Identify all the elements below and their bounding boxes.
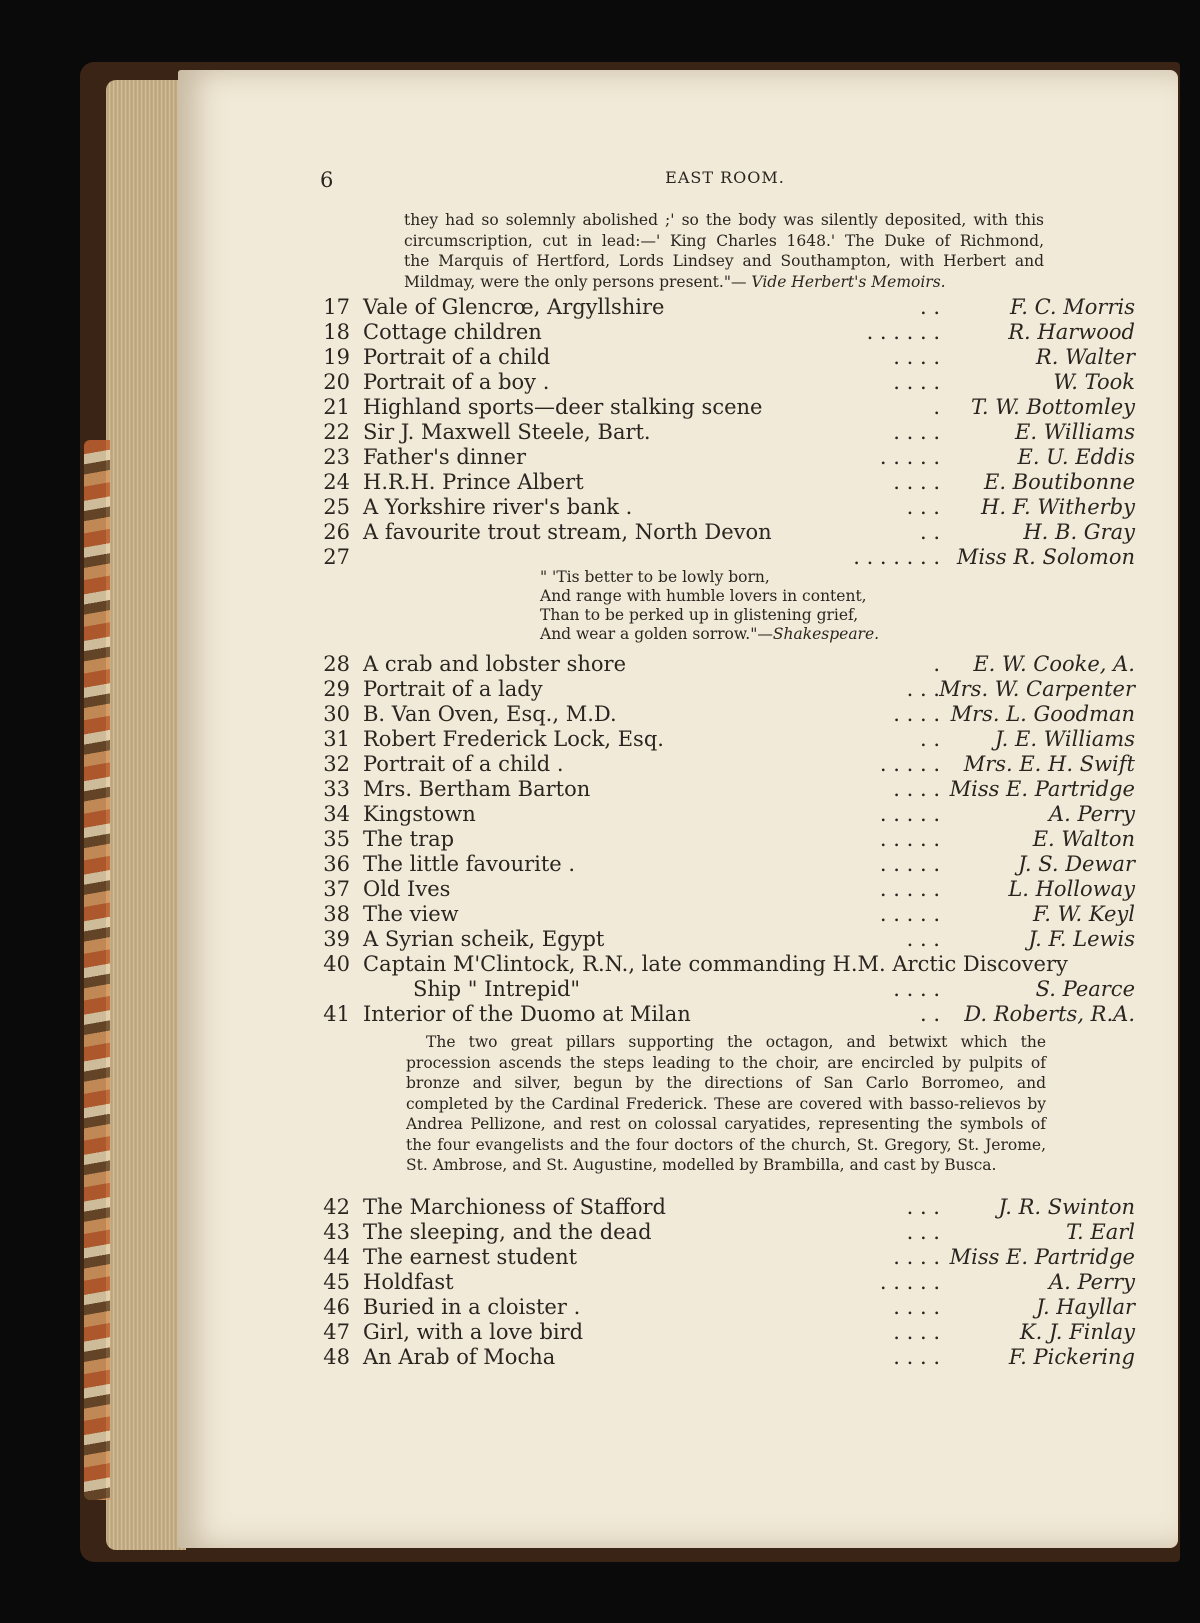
entry-number: 47 xyxy=(323,1320,350,1344)
entry-title: A Syrian scheik, Egypt xyxy=(363,927,605,951)
catalogue-entry xyxy=(320,1320,1135,1345)
entry-number: 38 xyxy=(323,902,350,926)
leader-dots: . xyxy=(933,395,940,419)
leader-dots: . . xyxy=(919,520,940,544)
catalogue-entry xyxy=(320,520,1135,545)
leader-dots: . . . . . xyxy=(879,1270,940,1294)
catalogue-entry xyxy=(320,827,1135,852)
leader-dots: . . . . . xyxy=(879,445,940,469)
entry-number: 31 xyxy=(323,727,350,751)
entry-number: 34 xyxy=(323,802,350,826)
entry-number: 41 xyxy=(323,1002,350,1026)
entry-artist: T. Earl xyxy=(1066,1220,1135,1244)
entry-number: 36 xyxy=(323,852,350,876)
entry-title: Captain M'Clintock, R.N., late commanding H.M. Arctic Discovery xyxy=(363,952,1068,976)
leader-dots: . . . . xyxy=(893,977,940,1001)
top-note-line: the Marquis of Hertford, Lords Lindsey and Southampton, with Herbert and xyxy=(404,252,1044,270)
entry-artist: R. Harwood xyxy=(1008,320,1135,344)
entry-artist: Miss R. Solomon xyxy=(956,545,1135,569)
catalogue-entry xyxy=(320,752,1135,777)
entry-artist: D. Roberts, R.A. xyxy=(964,1002,1135,1026)
entry-title: A crab and lobster shore xyxy=(363,652,627,676)
top-note-line: they had so solemnly abolished ;' so the body was silently deposited, with this xyxy=(404,211,1044,229)
catalogue-entry xyxy=(320,1245,1135,1270)
entry-number: 40 xyxy=(323,952,350,976)
entry-artist: Miss E. Partridge xyxy=(949,1245,1135,1269)
entry-title: Interior of the Duomo at Milan xyxy=(363,1002,691,1026)
catalogue-entry xyxy=(320,952,1135,977)
leader-dots: . . xyxy=(919,1002,940,1026)
entry-title: Holdfast xyxy=(363,1270,454,1294)
entry-list-a xyxy=(320,295,1135,570)
entry-title: Robert Frederick Lock, Esq. xyxy=(363,727,664,751)
entry-number: 24 xyxy=(323,470,350,494)
entry-number: 29 xyxy=(323,677,350,701)
leader-dots: . . . xyxy=(906,495,940,519)
leader-dots: . . . . . xyxy=(879,877,940,901)
entry-number: 35 xyxy=(323,827,350,851)
leader-dots: . . . xyxy=(906,927,940,951)
entry-list-c xyxy=(320,1195,1135,1370)
leader-dots: . . . . xyxy=(893,345,940,369)
leader-dots: . . . . . xyxy=(879,852,940,876)
entry-title: A Yorkshire river's bank . xyxy=(363,495,633,519)
quote-line xyxy=(540,625,879,644)
entry-title: The sleeping, and the dead xyxy=(363,1220,652,1244)
catalogue-entry xyxy=(320,1345,1135,1370)
entry-artist: Mrs. W. Carpenter xyxy=(939,677,1135,701)
entry-artist: J. F. Lewis xyxy=(1028,927,1135,951)
entry-artist: J. S. Dewar xyxy=(1018,852,1135,876)
entry-number: 20 xyxy=(323,370,350,394)
entry-title: Portrait of a child xyxy=(363,345,551,369)
catalogue-entry xyxy=(320,702,1135,727)
entry-number: 25 xyxy=(323,495,350,519)
catalogue-entry-continuation xyxy=(320,977,1135,1002)
entry-number: 28 xyxy=(323,652,350,676)
duomo-note: The two great pillars supporting the octagon, and betwixt which the procession ascends the steps leading to the choir, are encircled by pulpits of bronze and silver, begun by the directions of San Carlo Borromeo, and completed by the Cardinal Frederick. These are covered with basso-relievos by Andrea Pellizone, and rest on colossal caryatides, representing the symbols of the four evangelists and the four doctors of the church, St. Gregory, St. Jerome, St. Ambrose, and St. Augustine, modelled by Brambilla, and cast by Busca. xyxy=(406,1033,1046,1174)
entry-list-b xyxy=(320,652,1135,952)
catalogue-entry xyxy=(320,295,1135,320)
entry-artist: F. C. Morris xyxy=(1009,295,1135,319)
page xyxy=(178,70,1178,1548)
entry-number: 18 xyxy=(323,320,350,344)
quote-line: And range with humble lovers in content, xyxy=(540,587,867,605)
entry-title: Portrait of a child . xyxy=(363,752,564,776)
entry-artist: F. W. Keyl xyxy=(1032,902,1135,926)
entry-number: 26 xyxy=(323,520,350,544)
entry-artist: S. Pearce xyxy=(1035,977,1135,1001)
entry-artist: Mrs. E. H. Swift xyxy=(963,752,1135,776)
leader-dots: . . . . . xyxy=(879,752,940,776)
page-number: 6 xyxy=(320,168,334,192)
top-note-citation: Vide Herbert's Memoirs. xyxy=(751,272,946,291)
entry-number: 48 xyxy=(323,1345,350,1369)
entry-title: The trap xyxy=(363,827,455,851)
catalogue-entry xyxy=(320,877,1135,902)
page-header xyxy=(320,168,1130,198)
catalogue-entry xyxy=(320,320,1135,345)
leader-dots: . . . xyxy=(906,1195,940,1219)
catalogue-entry xyxy=(320,420,1135,445)
shakespeare-quote xyxy=(540,568,879,644)
catalogue-entry xyxy=(320,495,1135,520)
quote-line: Than to be perked up in glistening grief, xyxy=(540,606,859,624)
entry-artist: F. Pickering xyxy=(1008,1345,1135,1369)
catalogue-entry xyxy=(320,902,1135,927)
leader-dots: . . . . . . . xyxy=(853,545,940,569)
quote-author: Shakespeare. xyxy=(772,625,880,643)
catalogue-entry xyxy=(320,545,1135,570)
entry-title: An Arab of Mocha xyxy=(363,1345,556,1369)
entry-title: Old Ives xyxy=(363,877,451,901)
entry-number: 22 xyxy=(323,420,350,444)
entry-number: 27 xyxy=(323,545,350,569)
marbled-edge xyxy=(84,440,110,1500)
entry-number: 21 xyxy=(323,395,350,419)
leader-dots: . . . . xyxy=(893,1245,940,1269)
entry-title: Girl, with a love bird xyxy=(363,1320,584,1344)
top-note-line: circumscription, cut in lead:—' King Charles 1648.' The Duke of Richmond, xyxy=(404,231,1044,250)
leader-dots: . . . . xyxy=(893,370,940,394)
entry-number: 32 xyxy=(323,752,350,776)
entry-title: Vale of Glencrœ, Argyllshire xyxy=(363,295,665,319)
entry-artist: H. B. Gray xyxy=(1023,520,1135,544)
entry-title-continued: Ship " Intrepid" xyxy=(413,977,581,1001)
entry-number: 42 xyxy=(323,1195,350,1219)
entry-artist: E. Walton xyxy=(1032,827,1135,851)
catalogue-entry xyxy=(320,777,1135,802)
entry-title: Portrait of a lady xyxy=(363,677,543,701)
leader-dots: . . xyxy=(919,727,940,751)
entry-artist: Mrs. L. Goodman xyxy=(950,702,1135,726)
entry-artist: R. Walter xyxy=(1035,345,1135,369)
entry-artist: T. W. Bottomley xyxy=(970,395,1135,419)
leader-dots: . . . . . xyxy=(879,902,940,926)
entry-artist: K. J. Finlay xyxy=(1019,1320,1135,1344)
top-note xyxy=(404,210,1044,292)
entry-title: The Marchioness of Stafford xyxy=(363,1195,667,1219)
entry-number: 43 xyxy=(323,1220,350,1244)
entry-artist: E. Boutibonne xyxy=(984,470,1135,494)
catalogue-entry xyxy=(320,802,1135,827)
entry-41 xyxy=(320,1002,1135,1027)
leader-dots: . . . xyxy=(906,677,940,701)
page-edges xyxy=(106,80,186,1550)
entry-number: 17 xyxy=(323,295,350,319)
catalogue-entry xyxy=(320,1002,1135,1027)
catalogue-entry xyxy=(320,1270,1135,1295)
leader-dots: . . . . . . xyxy=(866,320,940,344)
entry-title: H.R.H. Prince Albert xyxy=(363,470,584,494)
entry-title: Mrs. Bertham Barton xyxy=(363,777,591,801)
entry-artist: E. U. Eddis xyxy=(1017,445,1135,469)
entry-number: 30 xyxy=(323,702,350,726)
entry-artist: A. Perry xyxy=(1048,802,1135,826)
entry-title: The earnest student xyxy=(363,1245,578,1269)
entry-artist: E. Williams xyxy=(1015,420,1135,444)
entry-title: Highland sports—deer stalking scene xyxy=(363,395,763,419)
entry-number: 39 xyxy=(323,927,350,951)
entry-title: Sir J. Maxwell Steele, Bart. xyxy=(363,420,651,444)
leader-dots: . . . . . xyxy=(879,827,940,851)
entry-title: B. Van Oven, Esq., M.D. xyxy=(363,702,617,726)
leader-dots: . . . . xyxy=(893,702,940,726)
entry-artist: J. Hayllar xyxy=(1036,1295,1135,1319)
running-head: EAST ROOM. xyxy=(665,168,785,187)
quote-line: " 'Tis better to be lowly born, xyxy=(540,568,770,586)
entry-title: Buried in a cloister . xyxy=(363,1295,581,1319)
entry-artist: Miss E. Partridge xyxy=(949,777,1135,801)
leader-dots: . . . xyxy=(906,1220,940,1244)
leader-dots: . . . . xyxy=(893,420,940,444)
entry-number: 37 xyxy=(323,877,350,901)
leader-dots: . . . . xyxy=(893,777,940,801)
entry-title: A favourite trout stream, North Devon xyxy=(363,520,772,544)
catalogue-entry xyxy=(320,1295,1135,1320)
entry-title: The view xyxy=(363,902,459,926)
entry-artist: H. F. Witherby xyxy=(981,495,1135,519)
entry-title: The little favourite . xyxy=(363,852,576,876)
leader-dots: . . . . xyxy=(893,470,940,494)
catalogue-entry xyxy=(320,470,1135,495)
catalogue-entry xyxy=(320,370,1135,395)
quote-text: And wear a golden sorrow."— xyxy=(540,625,773,643)
entry-artist: J. R. Swinton xyxy=(998,1195,1135,1219)
entry-number: 23 xyxy=(323,445,350,469)
leader-dots: . . . . xyxy=(893,1320,940,1344)
entry-title: Father's dinner xyxy=(363,445,526,469)
leader-dots: . . xyxy=(919,295,940,319)
top-note-line xyxy=(404,272,1044,293)
catalogue-entry xyxy=(320,652,1135,677)
leader-dots: . xyxy=(933,652,940,676)
entry-40 xyxy=(320,952,1135,1002)
entry-title: Cottage children xyxy=(363,320,542,344)
catalogue-entry xyxy=(320,1220,1135,1245)
entry-title: Portrait of a boy . xyxy=(363,370,550,394)
entry-artist: J. E. Williams xyxy=(994,727,1135,751)
top-note-text: Mildmay, were the only persons present."— xyxy=(404,272,747,291)
catalogue-entry xyxy=(320,852,1135,877)
catalogue-entry xyxy=(320,395,1135,420)
catalogue-entry xyxy=(320,345,1135,370)
entry-number: 46 xyxy=(323,1295,350,1319)
entry-artist: L. Holloway xyxy=(1008,877,1135,901)
catalogue-entry xyxy=(320,445,1135,470)
leader-dots: . . . . xyxy=(893,1295,940,1319)
entry-number: 19 xyxy=(323,345,350,369)
entry-number: 45 xyxy=(323,1270,350,1294)
leader-dots: . . . . xyxy=(893,1345,940,1369)
entry-artist: W. Took xyxy=(1053,370,1135,394)
entry-number: 33 xyxy=(323,777,350,801)
entry-title: Kingstown xyxy=(363,802,476,826)
catalogue-entry xyxy=(320,927,1135,952)
entry-number: 44 xyxy=(323,1245,350,1269)
entry-artist: A. Perry xyxy=(1048,1270,1135,1294)
catalogue-entry xyxy=(320,727,1135,752)
leader-dots: . . . . . xyxy=(879,802,940,826)
catalogue-entry xyxy=(320,677,1135,702)
entry-artist: E. W. Cooke, A. xyxy=(973,652,1135,676)
catalogue-entry xyxy=(320,1195,1135,1220)
